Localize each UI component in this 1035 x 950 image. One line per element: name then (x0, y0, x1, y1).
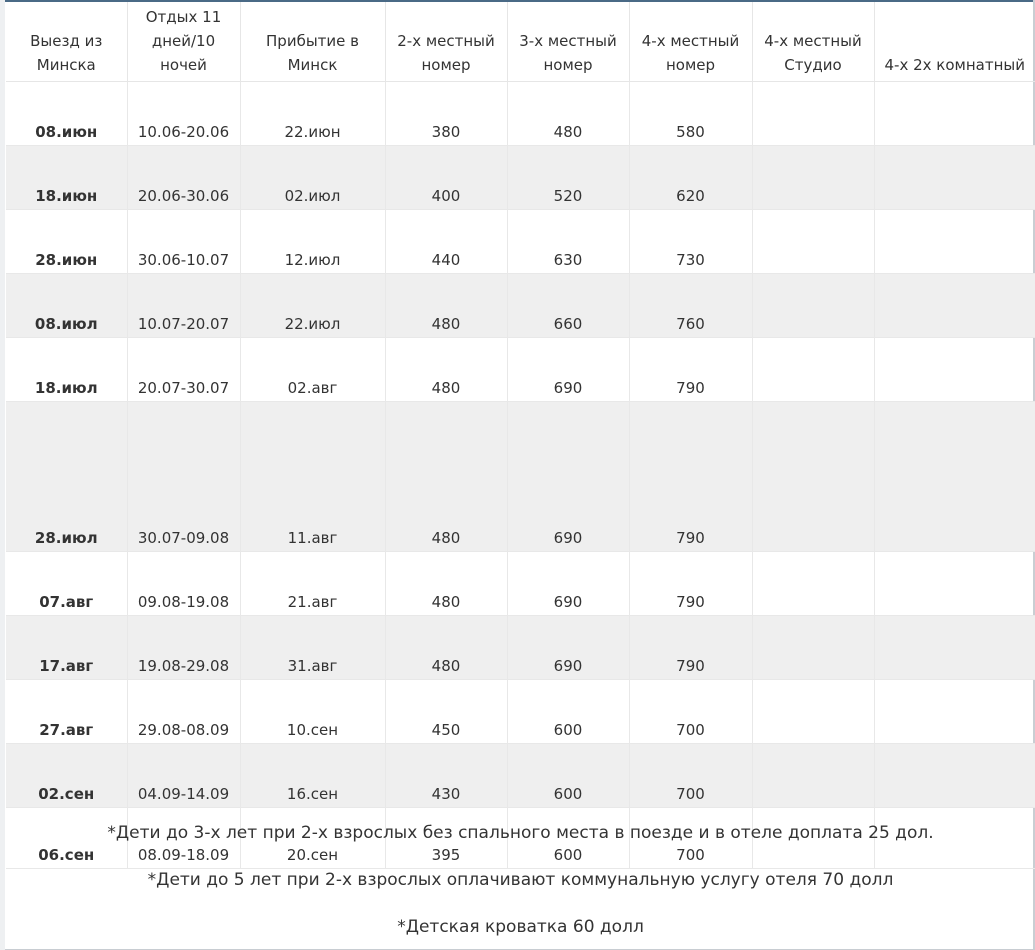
table-row (6, 274, 1035, 338)
price-quad-studio (752, 338, 874, 402)
price-triple: 660 (507, 274, 629, 338)
price-double: 450 (385, 680, 507, 744)
price-quad: 790 (629, 616, 752, 680)
arrival-date: 02.июл (240, 146, 385, 210)
departure-date: 28.июл (6, 402, 127, 552)
arrival-date: 11.авг (240, 402, 385, 552)
price-quad-two-room (874, 616, 1035, 680)
header-double-room: 2-х местный номер (385, 2, 507, 82)
arrival-date: 31.авг (240, 616, 385, 680)
price-quad: 620 (629, 146, 752, 210)
price-quad-two-room (874, 338, 1035, 402)
departure-date: 08.июл (6, 274, 127, 338)
table-row (6, 402, 1035, 552)
price-quad: 790 (629, 338, 752, 402)
price-double: 380 (385, 82, 507, 146)
price-quad-two-room (874, 210, 1035, 274)
arrival-date: 22.июл (240, 274, 385, 338)
arrival-date: 10.сен (240, 680, 385, 744)
left-gutter (0, 0, 5, 950)
stay-dates: 09.08-19.08 (127, 552, 240, 616)
price-double: 430 (385, 744, 507, 808)
stay-dates: 08.09-18.09 (127, 808, 240, 869)
header-stay-duration: Отдых 11 дней/10 ночей (127, 2, 240, 82)
header-quad-studio: 4-х местный Студио (752, 2, 874, 82)
price-triple: 690 (507, 338, 629, 402)
header-arrival: Прибытие в Минск (240, 2, 385, 82)
tour-price-table (6, 2, 1035, 869)
header-triple-room: 3-х местный номер (507, 2, 629, 82)
price-double: 440 (385, 210, 507, 274)
departure-date: 02.сен (6, 744, 127, 808)
table-row (6, 82, 1035, 146)
table-row (6, 146, 1035, 210)
departure-date: 18.июн (6, 146, 127, 210)
departure-date: 17.авг (6, 616, 127, 680)
note-baby-cot: *Детская кроватка 60 долл (397, 917, 644, 937)
price-quad: 790 (629, 552, 752, 616)
header-quad-room: 4-х местный номер (629, 2, 752, 82)
arrival-date: 21.авг (240, 552, 385, 616)
stay-dates: 10.07-20.07 (127, 274, 240, 338)
price-quad: 790 (629, 402, 752, 552)
price-quad: 580 (629, 82, 752, 146)
price-double: 480 (385, 338, 507, 402)
price-quad-two-room (874, 402, 1035, 552)
price-quad-two-room (874, 274, 1035, 338)
price-quad: 700 (629, 744, 752, 808)
table-row (6, 210, 1035, 274)
price-triple: 600 (507, 744, 629, 808)
table-row (6, 552, 1035, 616)
price-double: 395 (385, 808, 507, 869)
arrival-date: 22.июн (240, 82, 385, 146)
price-triple: 690 (507, 616, 629, 680)
table-header-row (6, 2, 1035, 82)
price-quad: 730 (629, 210, 752, 274)
price-quad-two-room (874, 552, 1035, 616)
stay-dates: 20.06-30.06 (127, 146, 240, 210)
price-triple: 600 (507, 680, 629, 744)
price-quad-studio (752, 680, 874, 744)
departure-date: 28.июн (6, 210, 127, 274)
stay-dates: 20.07-30.07 (127, 338, 240, 402)
arrival-date: 20.сен (240, 808, 385, 869)
price-quad-two-room (874, 744, 1035, 808)
price-quad: 760 (629, 274, 752, 338)
price-double: 400 (385, 146, 507, 210)
stay-dates: 19.08-29.08 (127, 616, 240, 680)
price-quad-studio (752, 552, 874, 616)
departure-date: 08.июн (6, 82, 127, 146)
price-quad-two-room (874, 82, 1035, 146)
price-triple: 520 (507, 146, 629, 210)
price-quad-studio (752, 744, 874, 808)
note-children-under-5: *Дети до 5 лет при 2-х взрослых оплачивают коммунальную услугу отеля 70 долл (147, 870, 894, 890)
table-row (6, 616, 1035, 680)
price-quad-studio (752, 402, 874, 552)
price-triple: 690 (507, 402, 629, 552)
price-quad-studio (752, 210, 874, 274)
departure-date: 27.авг (6, 680, 127, 744)
price-quad-two-room (874, 146, 1035, 210)
stay-dates: 30.07-09.08 (127, 402, 240, 552)
price-triple: 480 (507, 82, 629, 146)
table-row (6, 744, 1035, 808)
price-quad-studio (752, 146, 874, 210)
price-double: 480 (385, 616, 507, 680)
price-double: 480 (385, 402, 507, 552)
arrival-date: 02.авг (240, 338, 385, 402)
price-quad-studio (752, 616, 874, 680)
stay-dates: 10.06-20.06 (127, 82, 240, 146)
price-triple: 690 (507, 552, 629, 616)
table-row (6, 338, 1035, 402)
price-triple: 600 (507, 808, 629, 869)
departure-date: 18.июл (6, 338, 127, 402)
arrival-date: 16.сен (240, 744, 385, 808)
price-triple: 630 (507, 210, 629, 274)
footnotes (6, 822, 1035, 939)
price-quad-studio (752, 82, 874, 146)
price-double: 480 (385, 274, 507, 338)
price-quad-two-room (874, 680, 1035, 744)
note-spacer (6, 892, 1035, 916)
price-double: 480 (385, 552, 507, 616)
price-quad: 700 (629, 808, 752, 869)
departure-date: 06.сен (6, 808, 127, 869)
stay-dates: 04.09-14.09 (127, 744, 240, 808)
note-spacer (6, 845, 1035, 869)
table-row (6, 680, 1035, 744)
header-departure: Выезд из Минска (6, 2, 127, 82)
stay-dates: 30.06-10.07 (127, 210, 240, 274)
note-children-under-3: *Дети до 3-х лет при 2-х взрослых без спального места в поезде и в отеле доплата 25 дол. (107, 823, 934, 843)
price-quad: 700 (629, 680, 752, 744)
price-quad-studio (752, 274, 874, 338)
arrival-date: 12.июл (240, 210, 385, 274)
departure-date: 07.авг (6, 552, 127, 616)
header-quad-two-room: 4-х 2х комнатный (874, 2, 1035, 82)
stay-dates: 29.08-08.09 (127, 680, 240, 744)
